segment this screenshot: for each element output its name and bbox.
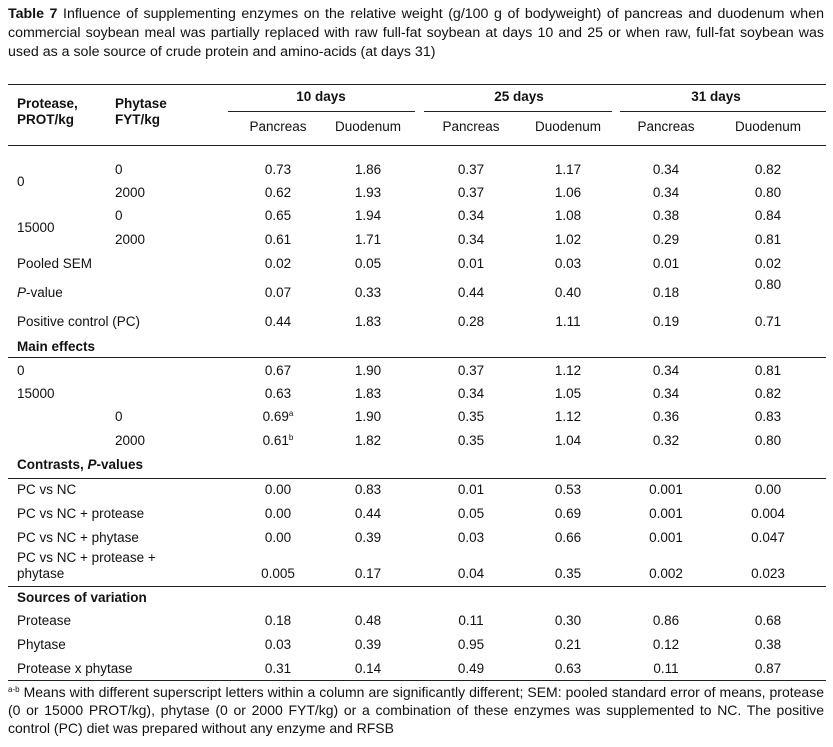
table-cell: 0.05 [354,256,382,271]
table-cell: 0.95 [457,637,485,652]
table-cell: 1.02 [554,232,582,247]
row-label: 15000 [17,220,55,235]
row-sublabel: 2000 [115,185,146,200]
table-cell: 0.44 [457,285,485,300]
table-cell: 0.29 [652,232,680,247]
superscript-letter: a [288,409,294,418]
table-cell: 1.12 [554,409,582,424]
table-cell: 0.00 [264,506,292,521]
table-cell: 0.65 [264,208,292,223]
table-cell: 1.12 [554,363,582,378]
row-label: 0 [17,174,25,189]
row-label: 15000 [17,386,55,401]
table-cell: 1.82 [354,433,382,448]
table-cell: 0.35 [457,433,485,448]
table-cell: 1.06 [554,185,582,200]
table-cell: 1.94 [354,208,382,223]
table-cell: 0.02 [264,256,292,271]
table-cell: 0.37 [457,162,485,177]
table-cell: 0.71 [754,314,782,329]
table-cell: 0.61$^b$ [262,433,294,448]
table-cell: 0.61 [264,232,292,247]
row-label: phytase [17,566,65,581]
table-cell: 0.44 [264,314,292,329]
table-cell: 0.19 [652,314,680,329]
table-cell: 0.01 [457,482,485,497]
table-cell: 0.83 [754,409,782,424]
header-duodenum-6: Duodenum [734,119,802,134]
table-cell: 0.36 [652,409,680,424]
row-label: PC vs NC [17,482,77,497]
table-cell: 1.83 [354,386,382,401]
row-label: 0 [17,363,25,378]
table-cell: 0.35 [554,566,582,581]
row-label: Protease x phytase [17,661,133,676]
superscript-letter: b [288,433,294,442]
table-cell: 0.34 [457,208,485,223]
table-cell: 0.18 [652,285,680,300]
table-cell: 0.14 [354,661,382,676]
table-label: Table 7 [8,6,58,22]
row-label: PC vs NC + phytase [17,530,139,545]
caption-text: Influence of supplementing enzymes on the relative weight (g/100 g of bodyweight) of pancreas and duodenum when commercial soybean meal was partially replaced with raw full-fat soybean at days 10 and 25 or when raw, full-fat soybean was used as a sole source of crude protein and amino-acids (at days 31) [8,6,824,60]
table-cell: 0.34 [457,386,485,401]
footnote-text: Means with different superscript letters within a column are significantly different; SEM: pooled standard error of means, protease (0 or 15000 PROT/kg), phytase (0 or 2000 FYT/kg) or a combination of these enzymes was supplemented to NC. The positive control (PC) diet was prepared without any enzyme and RFSB [8,684,824,736]
italic-p: P [87,457,97,472]
table-cell: 0.32 [652,433,680,448]
table-cell: 0.53 [554,482,582,497]
row-label: Pooled SEM [17,256,93,271]
table-cell: 0.005 [261,566,295,581]
table-cell: 0.87 [754,661,782,676]
table-cell: 0.44 [354,506,382,521]
table-cell: 1.08 [554,208,582,223]
table-cell: 0.86 [652,613,680,628]
table-cell: 0.69 [554,506,582,521]
table-rule [620,111,826,112]
table-cell: 0.68 [754,613,782,628]
table-cell: 0.82 [754,386,782,401]
table-cell: 0.38 [754,637,782,652]
table-cell: 0.40 [554,285,582,300]
table-rule [8,357,826,358]
table-footnote [8,683,824,737]
table-rule [8,84,826,85]
table-cell: 0.07 [264,285,292,300]
table-cell: 0.34 [652,162,680,177]
table-cell: 1.71 [354,232,382,247]
header-phytase: Phytase [115,96,167,111]
table-cell: 0.02 [754,256,782,271]
table-cell: 0.81 [754,232,782,247]
table-cell: 0.17 [354,566,382,581]
header-group-2: 25 days [494,89,544,104]
table-cell: 0.82 [754,162,782,177]
table-rule [8,478,826,479]
italic-p: P [17,285,27,300]
table-cell: 0.004 [751,506,785,521]
table-cell: 0.31 [264,661,292,676]
table-cell: 0.30 [554,613,582,628]
table-cell: 0.047 [751,530,785,545]
table-cell: 0.35 [457,409,485,424]
row-sublabel: 0 [115,409,123,424]
table-cell: 0.34 [652,386,680,401]
table-cell: 1.90 [354,363,382,378]
table-cell: 0.62 [264,185,292,200]
header-protease: Protease, [17,96,78,111]
table-cell: 0.28 [457,314,485,329]
table-cell: 0.34 [457,232,485,247]
table-cell: 0.04 [457,566,485,581]
table-rule [228,111,415,112]
row-label: Main effects [17,339,96,354]
table-cell: 0.11 [653,661,679,676]
header-phytase-unit: FYT/kg [115,112,161,127]
header-duodenum-4: Duodenum [534,119,602,134]
table-cell: 0.48 [354,613,382,628]
table-rule [8,586,826,587]
table-cell: 0.001 [649,506,683,521]
table-cell: 1.83 [354,314,382,329]
table-cell: 0.001 [649,530,683,545]
table-cell: 1.86 [354,162,382,177]
table-cell: 0.33 [354,285,382,300]
table-cell: 1.17 [554,162,582,177]
row-label: Protease [17,613,72,628]
table-cell: 0.38 [652,208,680,223]
row-label: PC vs NC + protease + [17,550,156,565]
table-cell: 0.49 [457,661,485,676]
header-group-1: 10 days [296,89,346,104]
table-rule [8,145,826,146]
table-cell: 1.04 [554,433,582,448]
row-sublabel: 2000 [115,232,146,247]
table-cell: 0.18 [264,613,292,628]
table-cell: 0.023 [751,566,785,581]
table-cell: 1.93 [354,185,382,200]
table-cell: 0.37 [457,185,485,200]
header-pancreas-1: Pancreas [249,119,307,134]
row-sublabel: 0 [115,162,123,177]
table-cell: 0.63 [264,386,292,401]
table-cell: 1.11 [555,314,581,329]
table-caption [8,5,824,62]
row-label: PC vs NC + protease [17,506,145,521]
row-label: Positive control (PC) [17,314,141,329]
table-cell: 0.01 [457,256,485,271]
table-cell: 0.81 [754,363,782,378]
table-cell: 1.05 [554,386,582,401]
table-cell: 0.05 [457,506,485,521]
table-cell: 0.34 [652,185,680,200]
table-cell: 0.03 [264,637,292,652]
table-rule [8,680,826,681]
table-rule [424,111,612,112]
header-group-3: 31 days [691,89,741,104]
table-cell: 0.84 [754,208,782,223]
table-cell: 0.67 [264,363,292,378]
table-cell: 0.66 [554,530,582,545]
table-cell: 0.12 [652,637,680,652]
header-duodenum-2: Duodenum [334,119,402,134]
table-cell: 0.80 [754,277,782,292]
row-label: Sources of variation [17,590,147,605]
table-cell: 0.002 [649,566,683,581]
table-cell: 0.37 [457,363,485,378]
table-cell: 0.73 [264,162,292,177]
row-label: P-value [17,285,63,300]
table-cell: 0.00 [264,530,292,545]
table-cell: 0.21 [554,637,582,652]
table-cell: 0.00 [264,482,292,497]
table-cell: 0.34 [652,363,680,378]
table-cell: 0.69$^a$ [262,409,294,424]
table-cell: 0.03 [554,256,582,271]
table-cell: 0.39 [354,637,382,652]
table-cell: 0.39 [354,530,382,545]
header-pancreas-5: Pancreas [637,119,695,134]
table-cell: 0.00 [754,482,782,497]
table-cell: 0.80 [754,433,782,448]
footnote-marker: a-b [8,685,20,694]
row-label: Phytase [17,637,66,652]
table-cell: 0.11 [458,613,484,628]
table-cell: 0.63 [554,661,582,676]
table-cell: 1.90 [354,409,382,424]
header-pancreas-3: Pancreas [442,119,500,134]
table-cell: 0.80 [754,185,782,200]
table-cell: 0.01 [652,256,680,271]
header-protease-unit: PROT/kg [17,112,75,127]
table-cell: 0.001 [649,482,683,497]
row-sublabel: 2000 [115,433,146,448]
table-cell: 0.83 [354,482,382,497]
table-cell: 0.03 [457,530,485,545]
row-label: Contrasts, P-values [17,457,144,472]
row-sublabel: 0 [115,208,123,223]
